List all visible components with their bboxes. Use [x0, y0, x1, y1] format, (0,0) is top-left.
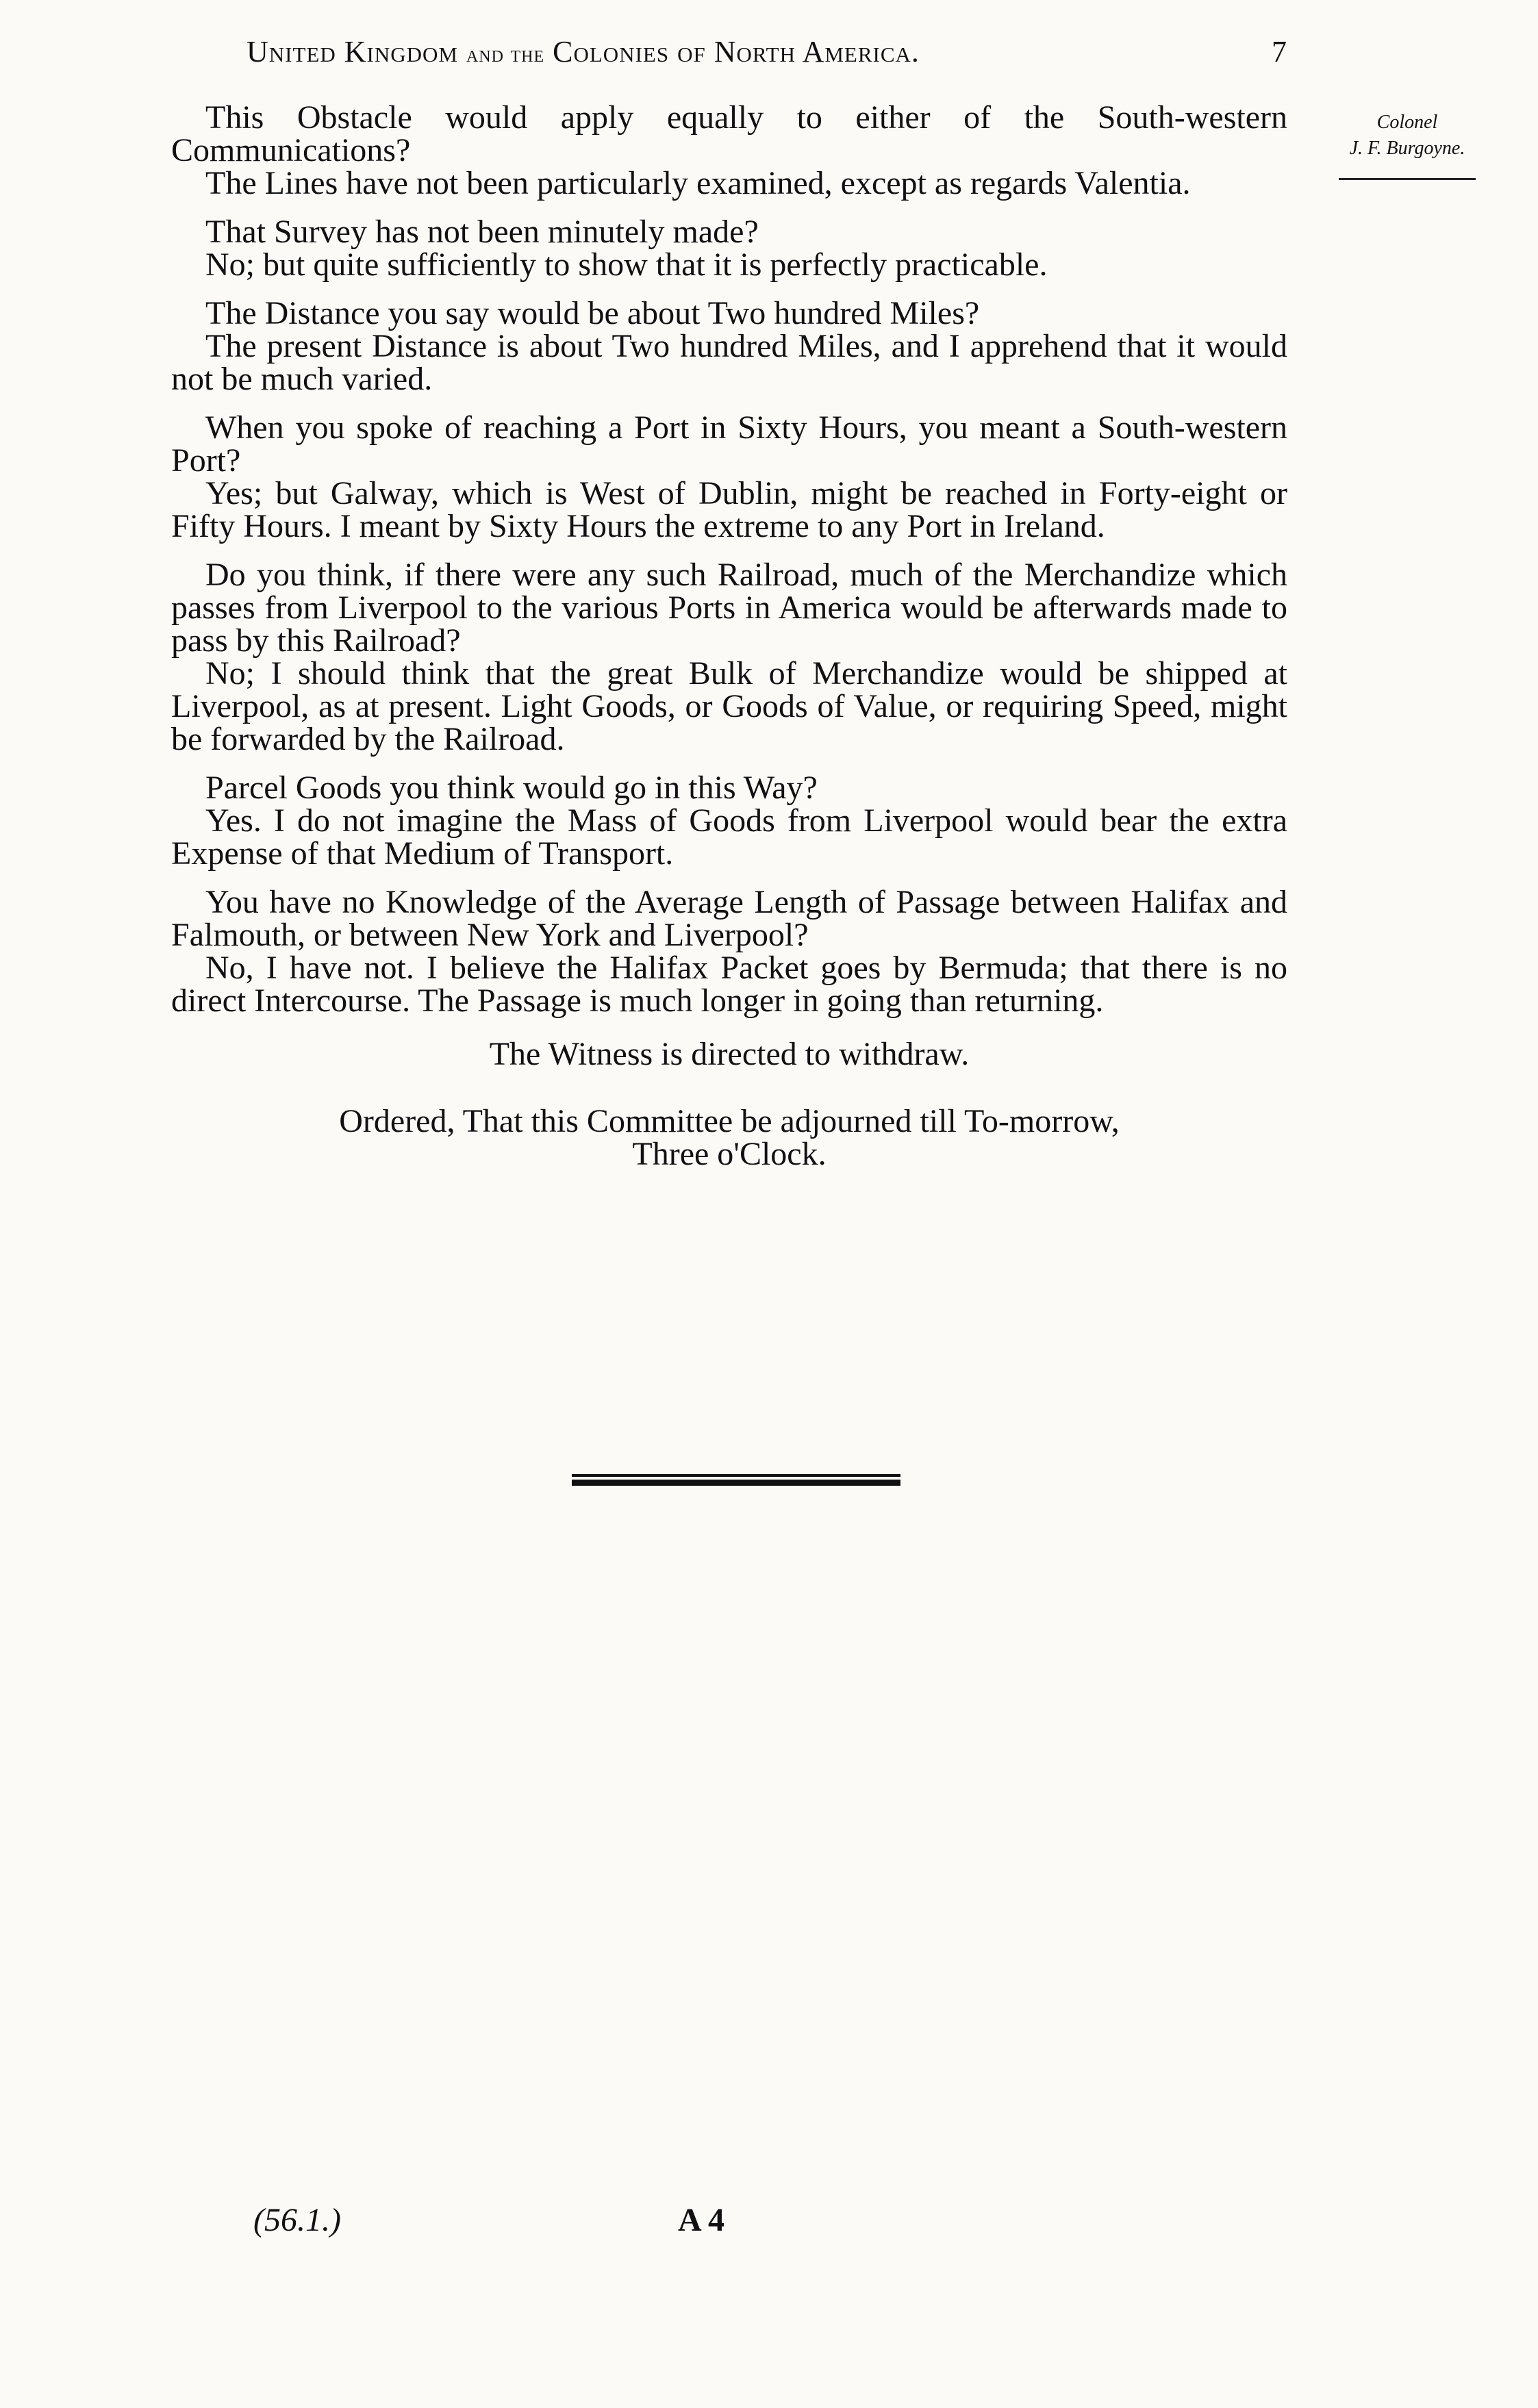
running-title-and: and the: [466, 42, 545, 67]
qa-pair: [171, 216, 1287, 281]
running-title: [247, 34, 920, 69]
qa-pair: [171, 772, 1287, 870]
question: The Distance you say would be about Two hundred Miles?: [205, 295, 980, 331]
footer-code: (56.1.): [253, 2202, 341, 2238]
order-line-1: Ordered, That this Committee be adjourned till To-morrow,: [339, 1103, 1120, 1139]
answer: Yes; but Galway, which is West of Dublin, might be reached in Forty-eight or Fifty Hours. I meant by Sixty Hours the extreme to any Port in Ireland.: [171, 475, 1287, 544]
margin-note-witness: [1335, 110, 1479, 180]
section-end-rule: [572, 1474, 900, 1486]
question: You have no Knowledge of the Average Length of Passage between Halifax and Falmouth, or between New York and Liverpool?: [171, 884, 1287, 953]
witness-name: J. F. Burgoyne.: [1349, 138, 1465, 159]
question: That Survey has not been minutely made?: [205, 214, 759, 250]
margin-rule: [1339, 178, 1476, 180]
question: Do you think, if there were any such Railroad, much of the Merchandize which passes from Liverpool to the various Ports in America would be afterwards made to pass by this Railroad?: [171, 557, 1287, 659]
answer: The present Distance is about Two hundred Miles, and I apprehend that it would not be much varied.: [171, 328, 1287, 397]
rule-thick: [572, 1480, 900, 1486]
adjournment-order: [171, 1105, 1287, 1171]
qa-pair: [171, 101, 1287, 200]
rule-thin: [572, 1474, 900, 1477]
answer: No; but quite sufficiently to show that it is perfectly practicable.: [205, 246, 1048, 283]
question: When you spoke of reaching a Port in Sixty Hours, you meant a South-western Port?: [171, 409, 1287, 479]
witness-rank: Colonel: [1376, 112, 1438, 133]
qa-pair: [171, 297, 1287, 396]
qa-pair: [171, 411, 1287, 543]
answer: No, I have not. I believe the Halifax Packet goes by Bermuda; that there is no direct Intercourse. The Passage is much longer in going than returning.: [171, 950, 1287, 1019]
question: This Obstacle would apply equally to either of the South-western Communications?: [171, 99, 1287, 168]
qa-pair: [171, 886, 1287, 1017]
qa-pair: [171, 559, 1287, 756]
answer: Yes. I do not imagine the Mass of Goods from Liverpool would bear the extra Expense of that Medium of Transport.: [171, 802, 1287, 872]
order-line-2: Three o'Clock.: [632, 1136, 827, 1172]
witness-withdraw-note: The Witness is directed to withdraw.: [489, 1036, 970, 1072]
answer: The Lines have not been particularly examined, except as regards Valentia.: [205, 165, 1191, 201]
running-title-part1: United Kingdom: [247, 35, 458, 68]
signature-mark: A 4: [678, 2202, 725, 2238]
page-number: 7: [1272, 35, 1287, 68]
question: Parcel Goods you think would go in this Way?: [205, 770, 818, 806]
running-title-part2: Colonies of North America.: [553, 35, 920, 68]
answer: No; I should think that the great Bulk of Merchandize would be shipped at Liverpool, as at present. Light Goods, or Goods of Value, or requiring Speed, might be forwarded by the Railroad.: [171, 655, 1287, 757]
testimony-body: [171, 101, 1287, 1171]
